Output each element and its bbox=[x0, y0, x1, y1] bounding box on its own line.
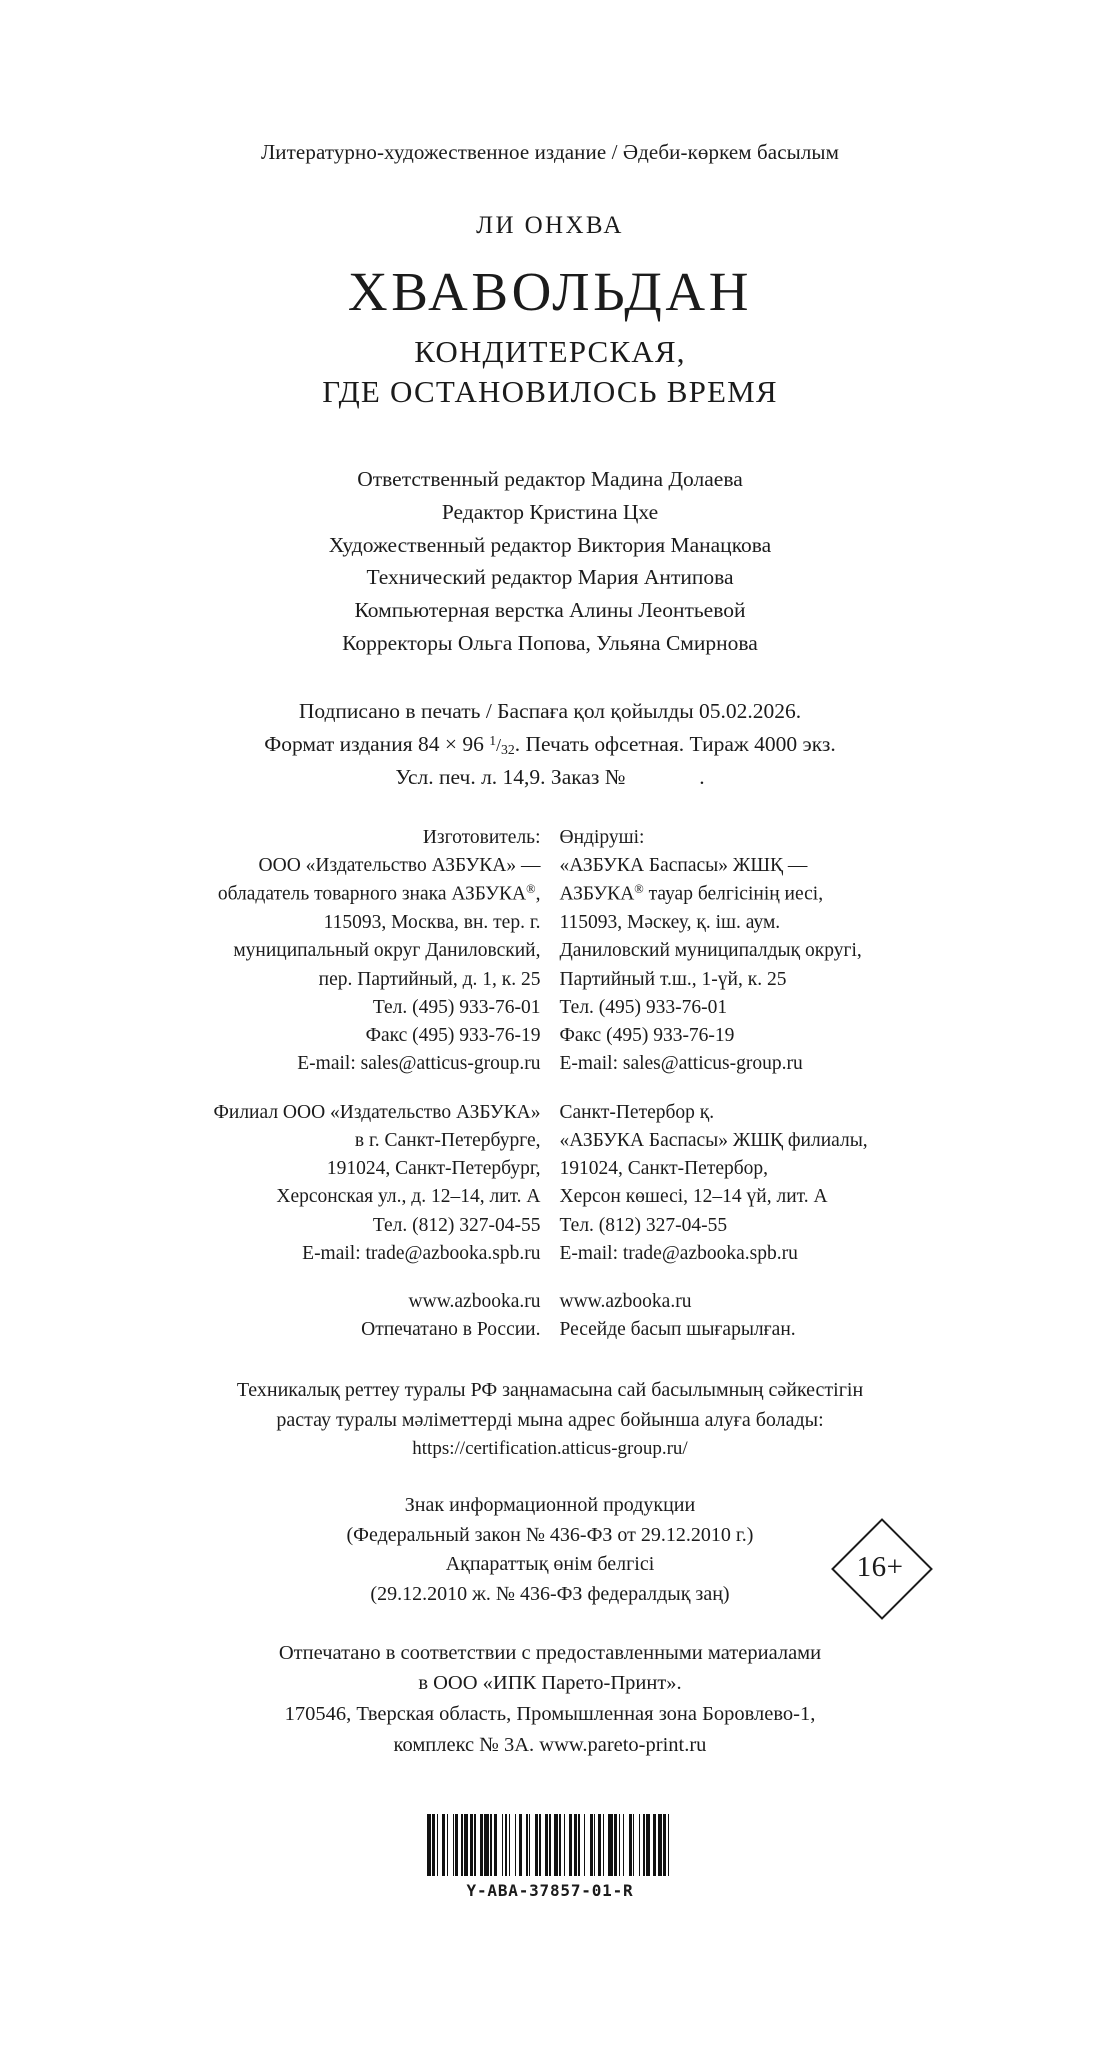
credits-block bbox=[150, 463, 950, 659]
info-sign-line-3: Ақпараттық өнім белгісі bbox=[445, 1553, 655, 1576]
imprint-line: E-mail: trade@azbooka.spb.ru bbox=[559, 1242, 798, 1264]
imprint-line: E-mail: trade@azbooka.spb.ru bbox=[302, 1242, 541, 1264]
imprint-line: 115093, Мәскеу, қ. іш. аум. bbox=[559, 912, 781, 933]
credit-line: Технический редактор Мария Антипова bbox=[366, 565, 734, 590]
imprint-line: Отпечатано в России. bbox=[361, 1319, 541, 1341]
certification-url[interactable]: https://certification.atticus-group.ru/ bbox=[412, 1437, 688, 1459]
certification-block bbox=[150, 1375, 950, 1464]
book-subtitle-line-2: ГДЕ ОСТАНОВИЛОСЬ ВРЕМЯ bbox=[322, 373, 778, 409]
imprint-line: обладатель товарного знака АЗБУКА®, bbox=[217, 882, 541, 905]
imprint-line: ООО «Издательство АЗБУКА» — bbox=[258, 854, 541, 876]
print-format-fraction: $^1/_{32}$ bbox=[489, 733, 515, 758]
print-sheets-order-line bbox=[150, 761, 950, 794]
imprint-line: 115093, Москва, вн. тер. г. bbox=[323, 912, 541, 933]
certification-line-2: растау туралы мәліметтерді мына адрес бойынша алуға болады: bbox=[276, 1408, 824, 1431]
web-russian bbox=[211, 1288, 541, 1345]
branch-russian bbox=[211, 1099, 541, 1269]
info-sign-line-1: Знак информационной продукции bbox=[404, 1494, 696, 1517]
credit-line: Художественный редактор Виктория Манацкова bbox=[328, 532, 772, 557]
print-sheets-tail: . bbox=[699, 765, 705, 790]
colophon-page bbox=[0, 140, 1100, 2065]
imprint-line: в г. Санкт-Петербурге, bbox=[354, 1129, 541, 1151]
branch-kazakh bbox=[560, 1099, 890, 1269]
author-name: ЛИ ОНХВА bbox=[476, 212, 624, 239]
credit-line: Ответственный редактор Мадина Долаева bbox=[357, 467, 743, 492]
info-sign-text bbox=[150, 1491, 950, 1609]
barcode-label: Y-ABA-37857-01-R bbox=[466, 1880, 634, 1900]
imprint-line: Ресейде басып шығарылған. bbox=[559, 1319, 796, 1341]
print-sheets-text: Усл. печ. л. 14,9. Заказ № bbox=[395, 765, 626, 790]
credit-line: Корректоры Ольга Попова, Ульяна Смирнова bbox=[342, 630, 758, 655]
manufacturer-heading-russian: Изготовитель: bbox=[422, 826, 541, 848]
imprint-line: Тел. (812) 327-04-55 bbox=[559, 1214, 728, 1236]
print-data-block bbox=[150, 695, 950, 793]
manufacturer-heading-kazakh: Өндіруші: bbox=[559, 826, 645, 848]
imprint-line: Факс (495) 933-76-19 bbox=[559, 1025, 735, 1047]
info-sign-block bbox=[150, 1491, 950, 1609]
imprint-line: Тел. (812) 327-04-55 bbox=[372, 1214, 541, 1236]
printer-line-4: комплекс № 3А. www.pareto-print.ru bbox=[393, 1733, 707, 1756]
imprint-line: «АЗБУКА Баспасы» ЖШҚ филиалы, bbox=[559, 1129, 868, 1151]
imprint-line: Тел. (495) 933-76-01 bbox=[372, 996, 541, 1018]
imprint-line: Херсонская ул., д. 12–14, лит. А bbox=[276, 1186, 541, 1208]
imprint-block bbox=[150, 824, 950, 1345]
print-format-suffix: . Печать офсетная. Тираж 4000 экз. bbox=[514, 732, 836, 757]
print-format-line bbox=[150, 728, 950, 761]
printer-line-1: Отпечатано в соответствии с предоставленными материалами bbox=[278, 1641, 822, 1664]
print-signed-date: Подписано в печать / Баспаға қол қойылды 05.02.2026. bbox=[298, 699, 802, 724]
imprint-line: муниципальный округ Даниловский, bbox=[233, 940, 541, 962]
print-format-prefix: Формат издания 84 × 96 bbox=[264, 732, 490, 757]
imprint-line: Партийный т.ш., 1-үй, к. 25 bbox=[559, 968, 787, 990]
imprint-line: Тел. (495) 933-76-01 bbox=[559, 996, 728, 1018]
registered-trademark-icon: ® bbox=[526, 882, 536, 897]
imprint-line: E-mail: sales@atticus-group.ru bbox=[559, 1053, 803, 1075]
printer-block bbox=[150, 1638, 950, 1761]
imprint-line: АЗБУКА® тауар белгісінің иесі, bbox=[559, 882, 824, 905]
certification-line-1: Техникалық реттеу туралы РФ заңнамасына сай басылымның сәйкестігін bbox=[236, 1378, 864, 1401]
imprint-line: «АЗБУКА Баспасы» ЖШҚ — bbox=[559, 854, 808, 876]
credit-line: Редактор Кристина Цхе bbox=[441, 500, 659, 525]
imprint-line: пер. Партийный, д. 1, к. 25 bbox=[318, 968, 541, 990]
imprint-column-kazakh bbox=[560, 824, 890, 1345]
book-subtitle-line-1: КОНДИТЕРСКАЯ, bbox=[414, 334, 686, 370]
age-rating-label: 16+ bbox=[856, 1550, 904, 1583]
fraction-numerator: 1 bbox=[489, 733, 497, 749]
age-rating-badge bbox=[832, 1519, 928, 1615]
fraction-denominator: 32 bbox=[501, 742, 515, 758]
info-sign-line-4: (29.12.2010 ж. № 436-ФЗ федералдық заң) bbox=[370, 1583, 730, 1605]
barcode-image bbox=[427, 1814, 674, 1876]
imprint-line: 191024, Санкт-Петербург, bbox=[326, 1158, 541, 1180]
registered-trademark-icon: ® bbox=[634, 882, 644, 897]
printer-line-3: 170546, Тверская область, Промышленная зона Боровлево-1, bbox=[284, 1703, 816, 1726]
imprint-line: 191024, Санкт-Петербор, bbox=[559, 1158, 769, 1180]
imprint-line: E-mail: sales@atticus-group.ru bbox=[297, 1053, 541, 1075]
barcode-area bbox=[150, 1801, 950, 1900]
imprint-line: Даниловский муниципалдық округі, bbox=[559, 940, 862, 962]
printer-line-2: в ООО «ИПК Парето-Принт». bbox=[418, 1672, 682, 1695]
imprint-line: Филиал ООО «Издательство АЗБУКА» bbox=[213, 1101, 541, 1123]
imprint-line: Санкт-Петербор қ. bbox=[559, 1101, 715, 1123]
manufacturer-russian bbox=[211, 824, 541, 1079]
imprint-column-russian bbox=[211, 824, 560, 1345]
imprint-line: Херсон көшесі, 12–14 үй, лит. А bbox=[559, 1186, 828, 1208]
manufacturer-kazakh bbox=[560, 824, 890, 1079]
credit-line: Компьютерная верстка Алины Леонтьевой bbox=[354, 598, 746, 623]
edition-type-header: Литературно-художественное издание / Әдеби-көркем басылым bbox=[260, 140, 840, 164]
info-sign-line-2: (Федеральный закон № 436-ФЗ от 29.12.2010 г.) bbox=[346, 1523, 754, 1546]
web-kazakh bbox=[560, 1288, 890, 1345]
website-link[interactable]: www.azbooka.ru bbox=[408, 1291, 541, 1313]
book-title: ХВАВОЛЬДАН bbox=[347, 261, 753, 322]
book-subtitle bbox=[150, 332, 950, 411]
imprint-line: Факс (495) 933-76-19 bbox=[365, 1025, 541, 1047]
title-block bbox=[150, 212, 950, 411]
website-link[interactable]: www.azbooka.ru bbox=[559, 1291, 692, 1313]
